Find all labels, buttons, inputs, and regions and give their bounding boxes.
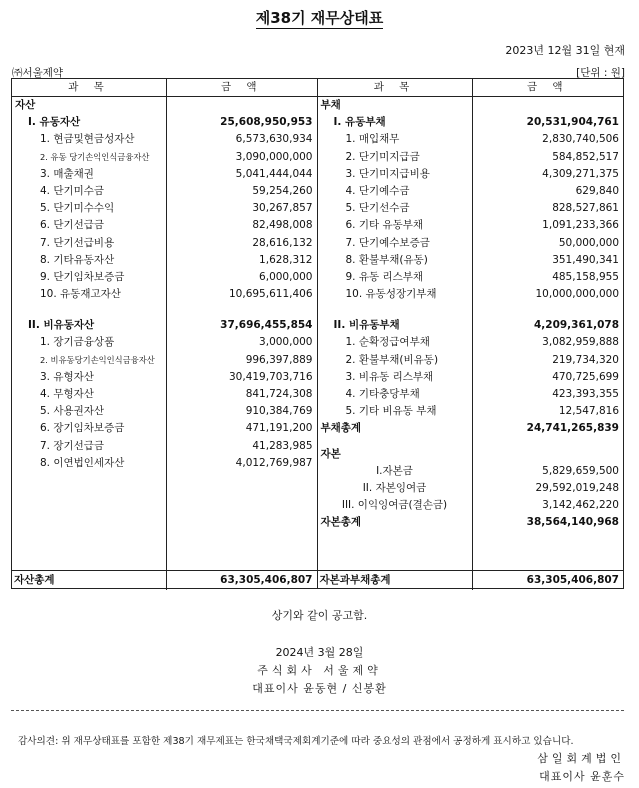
row-label: 10. 유동성장기부채 — [345, 288, 437, 301]
row-label: 2. 환불부채(비유동) — [345, 353, 439, 366]
noncurrent-liabilities-row — [318, 317, 624, 334]
row-label: 6. 단기선급금 — [40, 219, 105, 232]
table-row — [12, 438, 317, 455]
row-amount: 2,830,740,506 — [542, 133, 619, 146]
row-label: 8. 기타유동자산 — [40, 253, 115, 266]
row-amount: 41,283,985 — [252, 439, 313, 452]
assets-section-row — [12, 97, 317, 114]
row-label: 4. 무형자산 — [40, 388, 94, 400]
row-amount: 38,564,140,968 — [526, 516, 619, 529]
row-label: 5. 사용권자산 — [40, 405, 105, 418]
table-row — [318, 149, 624, 166]
row-amount: 59,254,260 — [252, 184, 313, 197]
row-amount: 63,305,406,807 — [220, 574, 313, 586]
row-amount: 470,725,699 — [552, 370, 619, 383]
table-row — [12, 369, 317, 386]
row-label: I. 유동부채 — [333, 116, 386, 129]
company-name: ㈜서울제약 — [12, 67, 64, 79]
table-row — [12, 149, 317, 166]
table-row — [12, 217, 317, 234]
total-liabilities-equity-row — [318, 570, 624, 590]
row-label: 7. 단기예수보증금 — [345, 236, 430, 249]
row-label: 2. 단기미지급금 — [345, 150, 420, 163]
current-liabilities-row — [318, 114, 624, 131]
row-label: 1. 장기금융상품 — [40, 336, 115, 349]
row-amount: 20,531,904,761 — [526, 116, 619, 129]
table-row — [318, 403, 624, 420]
row-label: 9. 유동 리스부채 — [345, 270, 424, 283]
table-row — [12, 252, 317, 269]
header-item: 과 목 — [318, 79, 473, 96]
row-label: I.자본금 — [376, 464, 413, 477]
table-row — [318, 269, 624, 286]
table-row — [318, 369, 624, 386]
row-label: 6. 기타 유동부채 — [345, 219, 424, 232]
statement-date: 2023년 12월 31일 현재 — [505, 44, 625, 57]
table-header — [318, 79, 624, 97]
table-row — [318, 352, 624, 369]
total-liabilities-row — [318, 420, 624, 437]
row-amount: 3,000,000 — [259, 336, 313, 349]
table-header — [12, 79, 317, 97]
row-amount: 29,592,019,248 — [535, 481, 619, 494]
table-row — [12, 235, 317, 252]
table-row — [318, 286, 624, 303]
row-amount: 6,000,000 — [259, 270, 313, 283]
row-amount: 996,397,889 — [245, 353, 313, 366]
table-row — [12, 131, 317, 148]
notice-date: 2024년 3월 28일 — [275, 646, 364, 659]
table-row — [318, 235, 624, 252]
table-row — [12, 455, 317, 472]
row-label: 1. 매입채무 — [345, 133, 400, 146]
total-equity-row — [318, 514, 624, 531]
row-label: 5. 단기미수수익 — [40, 202, 115, 215]
row-amount: 4,309,271,375 — [542, 167, 619, 180]
row-label: II. 비유동부채 — [333, 319, 400, 332]
row-label: 2. 비유동당기손익인식금융자산 — [40, 354, 155, 365]
audit-opinion: 감사의견: 위 재무상태표를 포함한 제38기 재무제표는 한국채택국제회계기준에 따라 중요성의 관점에서 공정하게 표시하고 있습니다. — [18, 736, 574, 747]
header-item: 과 목 — [12, 79, 167, 96]
row-amount: 50,000,000 — [558, 236, 619, 249]
row-label: 4. 단기예수금 — [345, 184, 410, 197]
table-row — [318, 480, 624, 497]
row-label: 3. 단기미지급비용 — [345, 167, 430, 180]
row-amount: 841,724,308 — [245, 388, 313, 400]
row-label: 4. 단기미수금 — [40, 184, 105, 197]
table-row — [12, 200, 317, 217]
auditor-name: 삼일회계법인 — [537, 752, 625, 765]
assets-column — [12, 79, 318, 588]
table-row — [12, 269, 317, 286]
header-amount: 금 액 — [526, 81, 569, 93]
row-label: III. 이익잉여금(결손금) — [341, 499, 448, 512]
table-row — [12, 166, 317, 183]
table-row — [12, 403, 317, 420]
row-label: II. 자본잉여금 — [362, 481, 427, 494]
row-label: 3. 매출채권 — [40, 167, 94, 180]
table-row — [12, 286, 317, 303]
table-row — [318, 334, 624, 351]
row-label: 7. 장기선급금 — [40, 439, 105, 452]
table-row — [318, 386, 624, 403]
current-assets-row — [12, 114, 317, 131]
table-row — [12, 183, 317, 200]
table-row — [12, 386, 317, 403]
row-amount: 4,209,361,078 — [533, 319, 619, 332]
table-row — [318, 463, 624, 480]
noncurrent-assets-row — [12, 317, 317, 334]
row-amount: 3,082,959,888 — [542, 336, 619, 349]
row-amount: 910,384,769 — [245, 405, 313, 418]
row-label: 4. 기타충당부채 — [345, 388, 420, 400]
section-label: 자본 — [320, 447, 341, 460]
row-amount: 471,191,200 — [245, 422, 313, 435]
row-amount: 5,041,444,044 — [235, 167, 313, 180]
row-amount: 37,696,455,854 — [220, 319, 313, 332]
row-label: 1. 현금및현금성자산 — [40, 133, 135, 146]
row-amount: 10,695,611,406 — [229, 288, 313, 301]
header-amount: 금 액 — [220, 81, 263, 93]
row-amount: 3,142,462,220 — [542, 499, 619, 512]
row-label: 자산총계 — [14, 574, 55, 586]
row-amount: 82,498,008 — [252, 219, 313, 232]
table-row — [318, 131, 624, 148]
liabilities-equity-column — [318, 79, 624, 588]
table-row — [12, 420, 317, 437]
row-label: 1. 순확정급여부채 — [345, 336, 430, 349]
public-notice: 상기와 같이 공고함. — [271, 609, 368, 622]
row-amount: 30,419,703,716 — [229, 370, 313, 383]
balance-sheet-table — [11, 78, 624, 589]
row-amount: 219,734,320 — [552, 353, 619, 366]
row-amount: 4,012,769,987 — [235, 456, 313, 469]
row-amount: 1,628,312 — [259, 253, 313, 266]
row-amount: 12,547,816 — [558, 405, 619, 418]
total-assets-row — [12, 570, 317, 590]
row-amount: 10,000,000,000 — [535, 288, 619, 301]
row-amount: 423,393,355 — [552, 388, 619, 400]
section-label: 자산 — [15, 99, 36, 111]
row-amount: 25,608,950,953 — [220, 116, 313, 129]
unit-label: [단위 : 원] — [576, 67, 625, 79]
row-amount: 351,490,341 — [552, 253, 619, 266]
row-amount: 5,829,659,500 — [542, 464, 619, 477]
row-amount: 584,852,517 — [552, 150, 619, 163]
equity-section-row — [318, 446, 624, 463]
row-label: 5. 기타 비유동 부채 — [345, 405, 437, 418]
section-label: 부채 — [320, 99, 341, 111]
page-title: 제38기 재무상태표 — [255, 9, 384, 27]
row-amount: 24,741,265,839 — [526, 422, 619, 435]
table-row — [318, 252, 624, 269]
row-amount: 629,840 — [575, 184, 619, 197]
liabilities-section-row — [318, 97, 624, 114]
row-amount: 28,616,132 — [252, 236, 313, 249]
issuer-name: 주식회사 서울제약 — [257, 664, 382, 677]
row-amount: 30,267,857 — [252, 202, 313, 215]
divider — [11, 710, 624, 711]
table-row — [12, 352, 317, 369]
row-label: 6. 장기임차보증금 — [40, 422, 125, 435]
row-label: 5. 단기선수금 — [345, 202, 410, 215]
row-label: II. 비유동자산 — [28, 319, 95, 332]
row-label: 3. 유형자산 — [40, 370, 94, 383]
row-label: I. 유동자산 — [28, 116, 81, 129]
table-row — [318, 217, 624, 234]
row-label: 10. 유동재고자산 — [40, 288, 121, 301]
row-amount: 3,090,000,000 — [235, 150, 313, 163]
row-label: 9. 단기임차보증금 — [40, 270, 125, 283]
table-row — [318, 166, 624, 183]
row-label: 7. 단기선급비용 — [40, 236, 115, 249]
table-row — [12, 334, 317, 351]
row-label: 자본총계 — [320, 516, 362, 529]
table-row — [318, 183, 624, 200]
row-label: 3. 비유동 리스부채 — [345, 370, 434, 383]
row-label: 8. 이연법인세자산 — [40, 456, 125, 469]
table-row — [318, 200, 624, 217]
auditor-representative: 대표이사 윤훈수 — [539, 770, 625, 783]
row-label: 8. 환불부채(유동) — [345, 253, 428, 266]
row-amount: 485,158,955 — [552, 270, 619, 283]
row-amount: 6,573,630,934 — [235, 133, 313, 146]
representative-names: 대표이사 윤동현 / 신봉환 — [252, 682, 387, 695]
row-amount: 63,305,406,807 — [526, 574, 619, 586]
row-label: 2. 유동 당기손익인식금융자산 — [40, 151, 150, 162]
row-amount: 1,091,233,366 — [542, 219, 619, 232]
row-label: 부채총계 — [320, 422, 362, 435]
table-row — [318, 497, 624, 514]
row-amount: 828,527,861 — [552, 202, 619, 215]
row-label: 자본과부채총계 — [319, 574, 391, 586]
